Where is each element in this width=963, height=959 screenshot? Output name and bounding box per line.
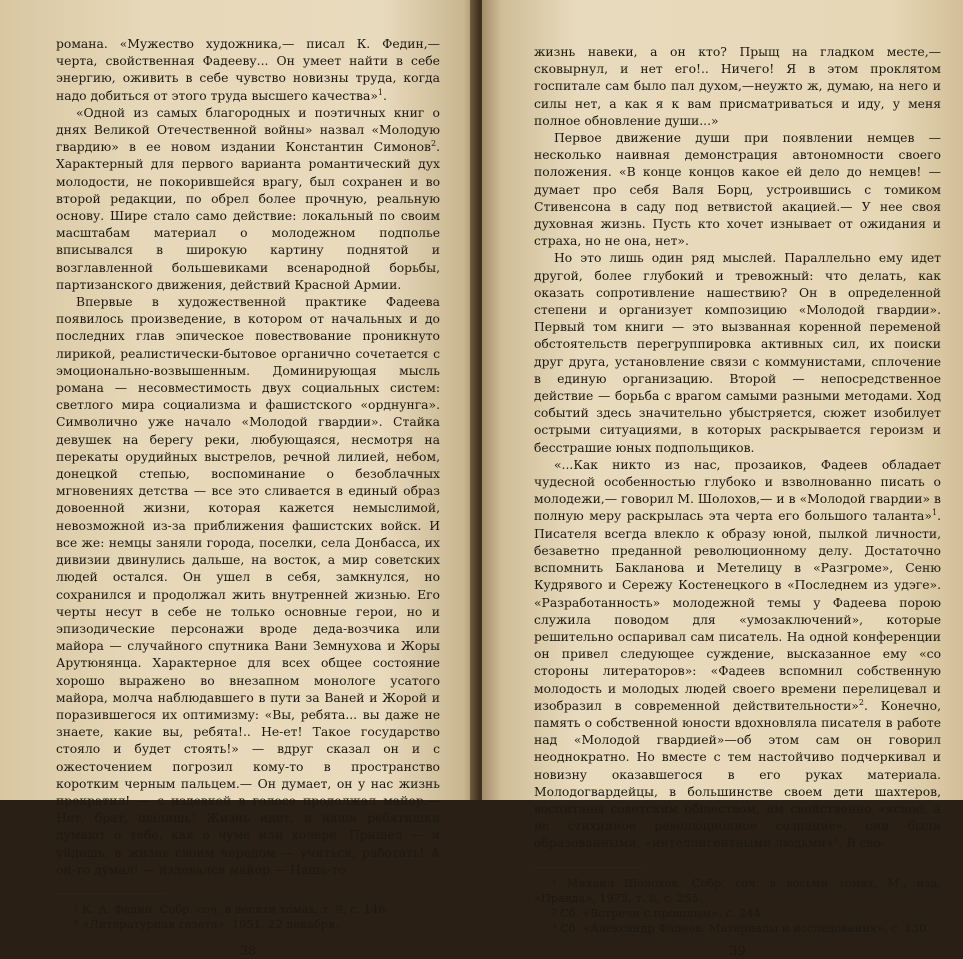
footnote-divider [534,867,644,868]
paragraph: «...Как никто из нас, прозаиков, Фадеев обладает чудесной особенностью глубоко и взволнованно писать о молодежи,— говорил М. Шолохов,— и в «Молодой гвардии» в полную меру раскрылась эта черта его большого таланта»$^1$. Писателя всегда влекло к образу юной, пылкой личности, безаветно преданной революционному делу. Достаточно вспомнить Бакланова и Метелицу в «Разгроме», Сеню Кудрявого и Сережу Костенецкого в «Последнем из удэге». «Разработанность» молодежной темы у Фадеева порою служила поводом для «умозаключений», которые решительно оспаривал сам писатель. На одной конференции он привел следующее суждение, высказанное ему «со стороны литераторов»: «Фадеев вспомнил собственную молодость и молодых людей своего времени перелицевал и изобразил в современной действительности»$^2$. Конечно, память о собственной юности вдохновляла писателя в работе над «Молодой гвардией»—об этом сам он говорил неоднократно. Но вместе с тем настойчиво подчеркивал и новизну оказавшегося в его руках материала. Молодогвардейцы, в большинстве своем дети шахтеров, воспитаны советским обществом, им свойственно «ясное, а не стихийное революционное сознание», они были образованными, «интеллигентными людьми»$^3$. В сво- [534,457,941,851]
footnote: ³ Сб. «Александр Фадеев. Материалы и исследования», с. 130. [552,920,931,935]
left-footnotes [56,902,440,932]
paragraph: Первое движение души при появлении немцев — несколько наивная демонстрация автономности своего положения. «В конце концов какое ей дело до немцев! — думает про себя Валя Борц, устроившись с томиком Стивенсона в саду под ветвистой акацией.— У нее своя духовная жизнь. Пусть кто хочет изнывает от ожидания и страха, но не она, нет». [534,131,941,249]
right-body-text [534,44,941,853]
left-page [0,0,478,959]
left-body-text [56,36,440,879]
paragraph: Но это лишь один ряд мыслей. Параллельно ему идет другой, более глубокий и тревожный: что делать, как оказать сопротивление нашествию? Он в определенной степени и организует композицию «Молодой гвардии». Первый том книги — это вызванная коренной переменой обстоятельств перегруппировка активных сил, их поиски друг друга, установление связи с коммунистами, сплочение в единую организацию. Второй — непосредственное действие — борьба с врагом самыми разными методами. Ход событий здесь значительно убыстряется, сюжет изобилует острыми ситуациями, в которых раскрывается героизм и бесстрашие юных подпольщиков. [534,251,941,455]
paragraph: Впервые в художественной практике Фадеева появилось произведение, в котором от начальных и до последних глав эпическое повествование проникнуто лирикой, реалистически-бытовое органично сочетается с эмоционально-возвышенным. Доминирующая мысль романа — несовместимость двух социальных систем: светлого мира социализма и фашистского «орднунга». Символично уже начало «Молодой гвардии». Стайка девушек на берегу реки, любующаяся, несмотря на перекаты орудийных выстрелов, речной лилией, небом, донецкой степью, воспоминание о безоблачных мгновениях детства — все это сливается в единый образ довоенной жизни, которая кажется немыслимой, невозможной из-за приближения фашистских войск. И все же: немцы заняли города, поселки, села Донбасса, их дивизии двинулись дальше, на восток, а мир советских людей остался. Он ушел в себя, замкнулся, но сохранился и продолжал жить внутренней жизнью. Его черты несут в себе не только основные герои, но и эпизодические персонажи вроде деда-возчика или майора — случайного спутника Вани Земнухова и Жоры Арутюнянца. Характерное для всех общее состояние хорошо выражено во внезапном монологе усатого майора, молча наблюдавшего в пути за Ваней и Жорой и поразившегося их оптимизму: «Вы, ребята... вы даже не знаете, какие вы, ребята!.. Не-ет! Такое государство стояло и будет стоять!» — вдруг сказал он и с ожесточением погрозил кому-то в пространство коротким черным пальцем.— Он думает, он у нас жизнь прекратил! — с издевкой в голосе продолжал майор.— Нет, брат, шалишь! Жизнь идет, и наши ребятишки думают о тебе, как о чуме или холере. Пришел — и уйдешь, а жизнь своим чередом — учиться, работать! А он-то думал! — издевался майор.— Наша-то [56,295,440,877]
page-number: 38 [239,943,257,959]
footnote-divider [56,893,166,894]
footnote: ¹ К. А. Федин. Собр. соч. в десяти томах, т. 9, с. 146. [74,901,390,916]
right-footnotes [534,876,941,936]
footnote: ² Сб. «Встречи с прошлым», с. 244. [552,905,765,920]
right-page [482,0,963,959]
paragraph: «Одной из самых благородных и поэтичных книг о днях Великой Отечественной войны» назвал «Молодую гвардию» в ее новом издании Константин Симонов$^2$. Характерный для первого варианта романтический дух молодости, не покорившейся врагу, был сохранен и во второй редакции, по обрел более прочную, реальную основу. Шире стало само действие: локальный по своим масштабам материал о молодежном подполье вписывался в широкую картину поднятой и возглавленной большевиками всенародной борьбы, партизанского движения, действий Красной Армии. [56,105,440,292]
paragraph: романа. «Мужество художника,— писал К. Федин,— черта, свойственная Фадееву... Он умеет найти в себе энергию, оживить в себе чувство новизны труда, когда надо добиться от этого труда высшего качества»$^1$. [56,37,440,103]
footnote: ¹ Михаил Шолохов. Собр. соч. в восьми томах, М., изд. «Правда», 1975, т. 8, с. 255. [534,875,941,905]
footnote: ² «Литературная газета», 1951, 22 декабря. [74,916,339,931]
paragraph: жизнь навеки, а он кто? Прыщ на гладком месте,—сковырнул, и нет его!.. Ничего! Я в этом проклятом госпитале сам было пал духом,—неужто ж, думаю, на него и силы нет, а как я к вам присматриваться и иду, у меня полное обновление души...» [534,45,941,128]
page-number: 39 [729,943,746,959]
